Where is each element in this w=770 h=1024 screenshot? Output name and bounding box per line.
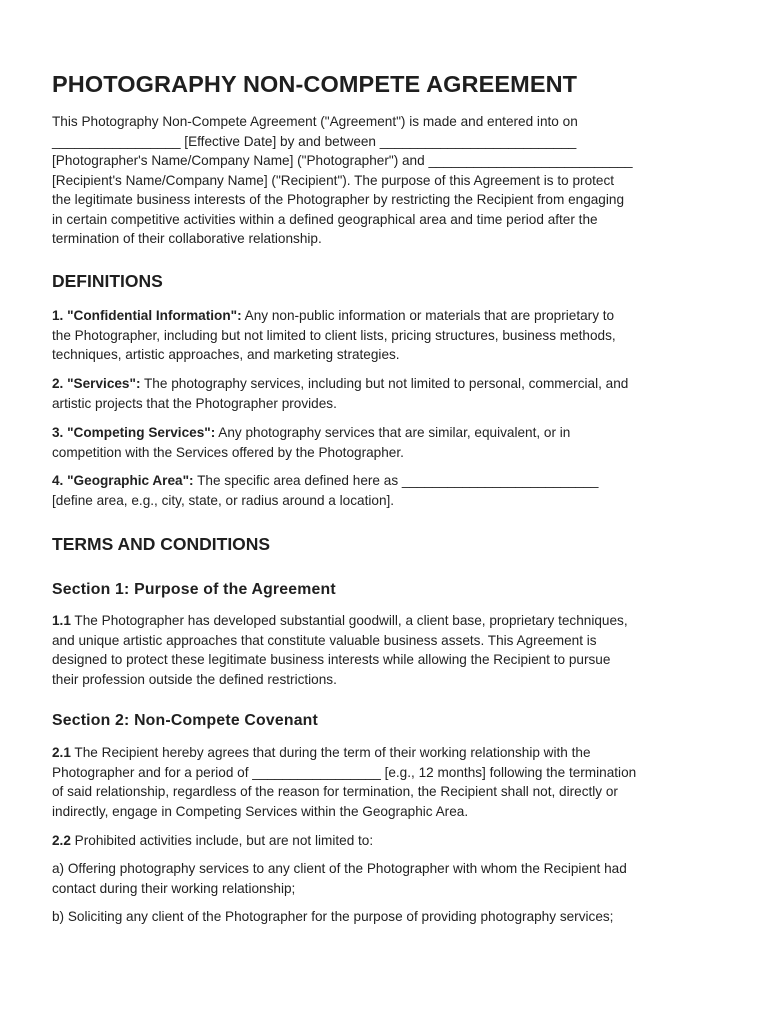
- clause-number: 1.1: [52, 613, 71, 628]
- clause-text: and unique artistic approaches that constitute valuable business assets. This Agreement is: [52, 632, 597, 648]
- list-item-b: [52, 907, 613, 927]
- definition-text: The specific area defined here as __________________________: [193, 473, 599, 488]
- list-item-text: b) Soliciting any client of the Photographer for the purpose of providing photography services;: [52, 909, 614, 924]
- clause-text: their profession outside the defined restrictions.: [52, 671, 337, 687]
- definition-text: techniques, artistic approaches, and marketing strategies.: [52, 347, 400, 362]
- section-1-paragraph: [52, 611, 628, 689]
- intro-line: termination of their collaborative relationship.: [52, 231, 322, 246]
- intro-line: [Photographer's Name/Company Name] ("Photographer") and ___________________________: [52, 153, 633, 168]
- terms-heading: TERMS AND CONDITIONS: [52, 534, 271, 554]
- list-item-a: [52, 859, 627, 898]
- clause-number: 2.1: [52, 745, 71, 760]
- section-1-heading: Section 1: Purpose of the Agreement: [52, 581, 336, 598]
- clause-text: indirectly, engage in Competing Services within the Geographic Area.: [52, 803, 469, 819]
- definition-item: [52, 471, 598, 510]
- definition-text: competition with the Services offered by the Photographer.: [52, 444, 404, 460]
- clause-text: Photographer and for a period of _________________ [e.g., 12 months] following the termination: [52, 764, 637, 780]
- clause-text: The Photographer has developed substantial goodwill, a client base, proprietary techniques,: [70, 613, 628, 628]
- intro-line: This Photography Non-Compete Agreement ("Agreement") is made and entered into on: [52, 114, 578, 129]
- document-title: PHOTOGRAPHY NON-COMPETE AGREEMENT: [52, 71, 578, 97]
- intro-line: _________________ [Effective Date] by and between __________________________: [52, 133, 577, 149]
- definition-term: 3. "Competing Services":: [52, 425, 216, 440]
- intro-line: in certain competitive activities within a defined geographical area and time period after the: [52, 211, 598, 227]
- section-2-heading: Section 2: Non-Compete Covenant: [52, 712, 318, 729]
- intro-line: [Recipient's Name/Company Name] ("Recipient"). The purpose of this Agreement is to protect: [52, 172, 615, 188]
- definition-text: The photography services, including but not limited to personal, commercial, and: [140, 376, 629, 391]
- clause-text: designed to protect these legitimate business interests while allowing the Recipient to pursue: [52, 652, 611, 667]
- definition-text: artistic projects that the Photographer provides.: [52, 395, 337, 411]
- definition-item: [52, 374, 628, 413]
- intro-paragraph: [52, 112, 633, 249]
- definition-text: Any non-public information or materials that are proprietary to: [241, 308, 615, 323]
- definition-text: the Photographer, including but not limited to client lists, pricing structures, business methods,: [52, 327, 616, 343]
- intro-line: the legitimate business interests of the Photographer by restricting the Recipient from engaging: [52, 192, 625, 207]
- definition-text: [define area, e.g., city, state, or radius around a location].: [52, 492, 395, 508]
- definition-text: Any photography services that are similar, equivalent, or in: [215, 425, 571, 440]
- clause-number: 2.2: [52, 833, 71, 848]
- clause-text: Prohibited activities include, but are not limited to:: [70, 833, 374, 848]
- definitions-heading: DEFINITIONS: [52, 271, 163, 291]
- definition-term: 1. "Confidential Information":: [52, 308, 242, 323]
- list-item-text: contact during their working relationship;: [52, 880, 296, 896]
- definition-term: 2. "Services":: [52, 376, 141, 391]
- definition-term: 4. "Geographic Area":: [52, 473, 194, 488]
- clause-2-2: [52, 831, 373, 851]
- definition-item: [52, 306, 616, 365]
- list-item-text: a) Offering photography services to any client of the Photographer with whom the Recipient had: [52, 861, 627, 876]
- clause-2-1: [52, 743, 636, 821]
- clause-text: The Recipient hereby agrees that during the term of their working relationship with the: [70, 745, 591, 760]
- clause-text: of said relationship, regardless of the reason for termination, the Recipient shall not, directly or: [52, 784, 618, 799]
- definition-item: [52, 423, 570, 462]
